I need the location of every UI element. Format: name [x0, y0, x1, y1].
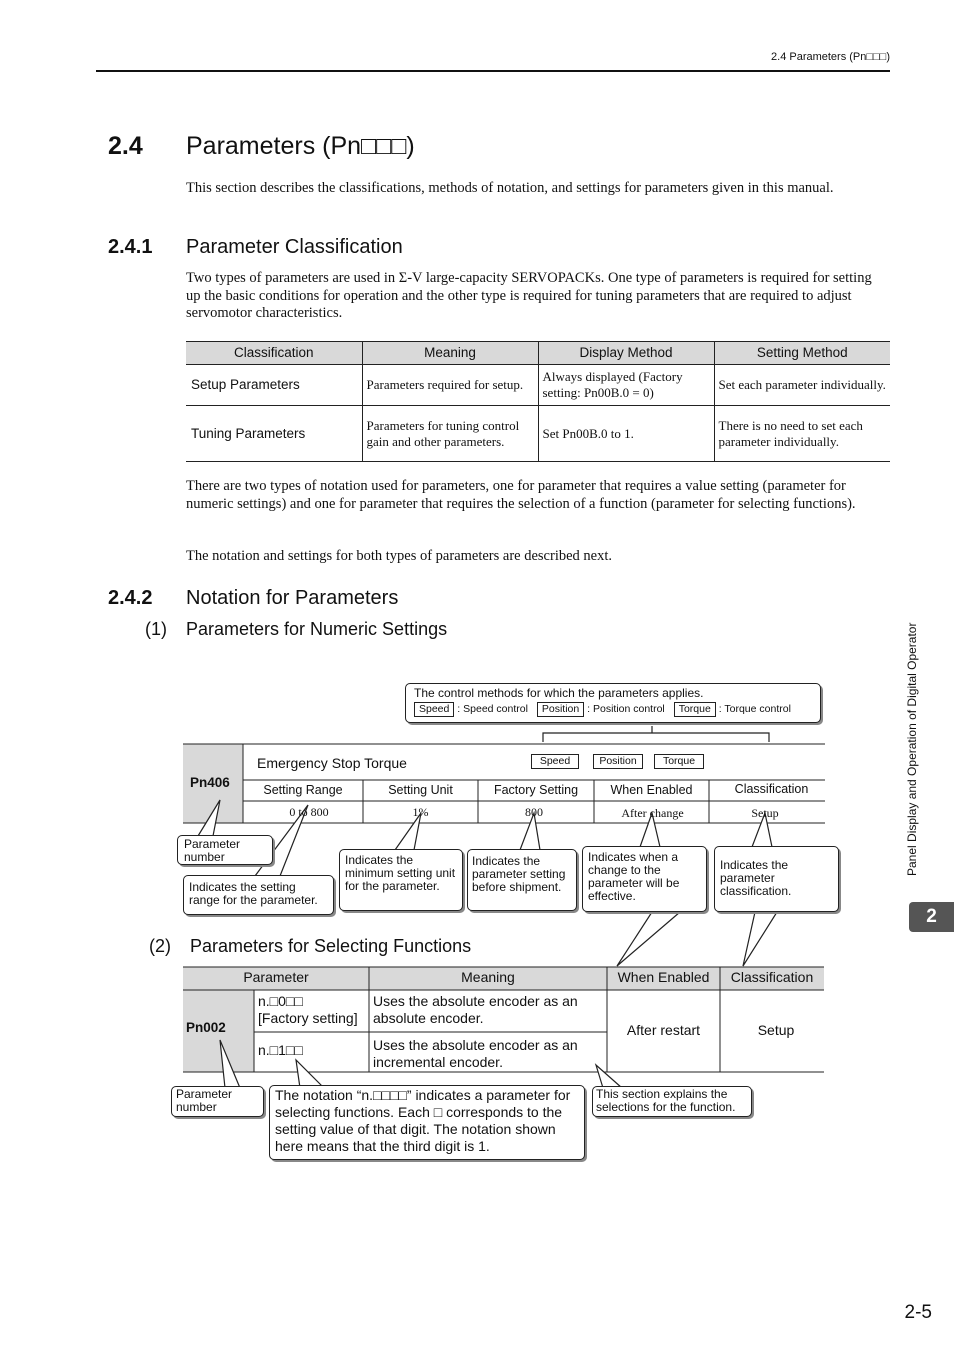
speed-tag: Speed — [531, 754, 579, 769]
pn002-label: Pn002 — [186, 1020, 226, 1035]
subsection-241: 2.4.1 Parameter Classification — [108, 236, 403, 258]
notation-next-paragraph: The notation and settings for both types of parameters are described next. — [186, 548, 613, 564]
classification-paragraph: Two types of parameters are used in Σ-V large-capacity SERVOPACKs. One type of parameters is required for setting up the basic conditions for operation and the other type is required for tuning parameters that are required to adjust servomotor characteristics. — [186, 270, 872, 321]
notation-paragraph: There are two types of notation used for parameters, one for parameter that requires a value setting (parameter for numeric settings) and one for parameter that requires the selection of a function (parameter for selecting functions). — [186, 478, 856, 512]
col-header: Factory Setting — [493, 783, 579, 797]
cell-value: After change — [621, 806, 684, 820]
table-cell: Set Pn00B.0 to 1. — [538, 406, 714, 462]
cell-value: 0 to 800 — [289, 805, 329, 819]
cell-value: 800 — [525, 805, 543, 819]
chapter-side-label: Panel Display and Operation of Digital Operator — [905, 622, 919, 876]
table-cell: Parameters required for setup. — [362, 365, 538, 406]
row1-meaning: Uses the absolute encoder as an absolute encoder. — [373, 993, 578, 1026]
running-header: 2.4 Parameters (Pn□□□) — [771, 51, 890, 63]
control-methods-callout: The control methods for which the parameters applies. Speed : Speed control Position : Position control Torque : Torque control — [405, 683, 821, 723]
classification-value: Setup — [757, 1022, 795, 1038]
param-name: Emergency Stop Torque — [257, 755, 407, 771]
notation-callout: The notation “n.□□□□” indicates a parameter for selecting functions. Each □ corresponds to the setting value of that digit. The notation shown here means that the third digit is 1. — [269, 1085, 585, 1160]
sub-heading-numeric: (1) Parameters for Numeric Settings — [145, 619, 448, 639]
range-callout: Indicates the setting range for the parameter. — [183, 875, 334, 915]
col-header: When Enabled — [610, 783, 693, 797]
when-enabled-value: After restart — [626, 1022, 701, 1038]
section-number: 2.4 — [108, 132, 143, 160]
table-header: Classification — [186, 342, 362, 365]
param-number-callout: Parameter number — [171, 1086, 264, 1117]
selections-callout: This section explains the selections for the function. — [592, 1086, 752, 1117]
table-header: Meaning — [362, 342, 538, 365]
cell-value: Setup — [751, 806, 779, 820]
col-header: Setting Range — [263, 783, 343, 797]
col-header: Classification — [734, 782, 809, 796]
table-cell: Always displayed (Factory setting: Pn00B.0 = 0) — [538, 365, 714, 406]
table-cell: Set each parameter individually. — [714, 365, 890, 406]
table-header: Setting Method — [714, 342, 890, 365]
row1-code: n.□0□□ [Factory setting] — [258, 993, 358, 1026]
speed-tag: Speed — [414, 702, 454, 717]
table-cell: Setup Parameters — [186, 365, 362, 406]
section-title-text: Parameters (Pn□□□) — [186, 132, 415, 160]
intro-paragraph: This section describes the classifications, methods of notation, and settings for parameters given in this manual. — [186, 180, 834, 196]
pn406-label: Pn406 — [190, 775, 230, 790]
torque-tag: Torque — [674, 702, 716, 717]
page-number: 2-5 — [904, 1302, 932, 1323]
col-header: Parameter — [243, 969, 309, 985]
when-enabled-callout: Indicates when a change to the parameter will be effective. — [582, 846, 707, 912]
table-header: Display Method — [538, 342, 714, 365]
sub-heading-functions: (2) Parameters for Selecting Functions — [149, 936, 472, 956]
torque-tag: Torque — [654, 754, 704, 769]
row2-code: n.□1□□ — [258, 1042, 303, 1058]
table-cell: Tuning Parameters — [186, 406, 362, 462]
table-cell: There is no need to set each parameter individually. — [714, 406, 890, 462]
unit-callout: Indicates the minimum setting unit for the parameter. — [339, 849, 463, 911]
col-header: Meaning — [461, 969, 515, 985]
chapter-tab: 2 — [909, 902, 954, 932]
col-header: Setting Unit — [388, 783, 453, 797]
factory-callout: Indicates the parameter setting before shipment. — [467, 849, 577, 911]
row2-meaning: Uses the absolute encoder as an incremental encoder. — [373, 1037, 578, 1070]
param-number-callout: Parameter number — [177, 835, 273, 865]
subsection-242: 2.4.2 Notation for Parameters — [108, 587, 399, 609]
col-header: When Enabled — [617, 969, 710, 985]
cell-value: 1% — [412, 805, 429, 819]
table-cell: Parameters for tuning control gain and other parameters. — [362, 406, 538, 462]
position-tag: Position — [593, 754, 643, 769]
position-tag: Position — [537, 702, 584, 717]
classification-callout: Indicates the parameter classification. — [714, 846, 839, 912]
col-header: Classification — [730, 969, 814, 985]
